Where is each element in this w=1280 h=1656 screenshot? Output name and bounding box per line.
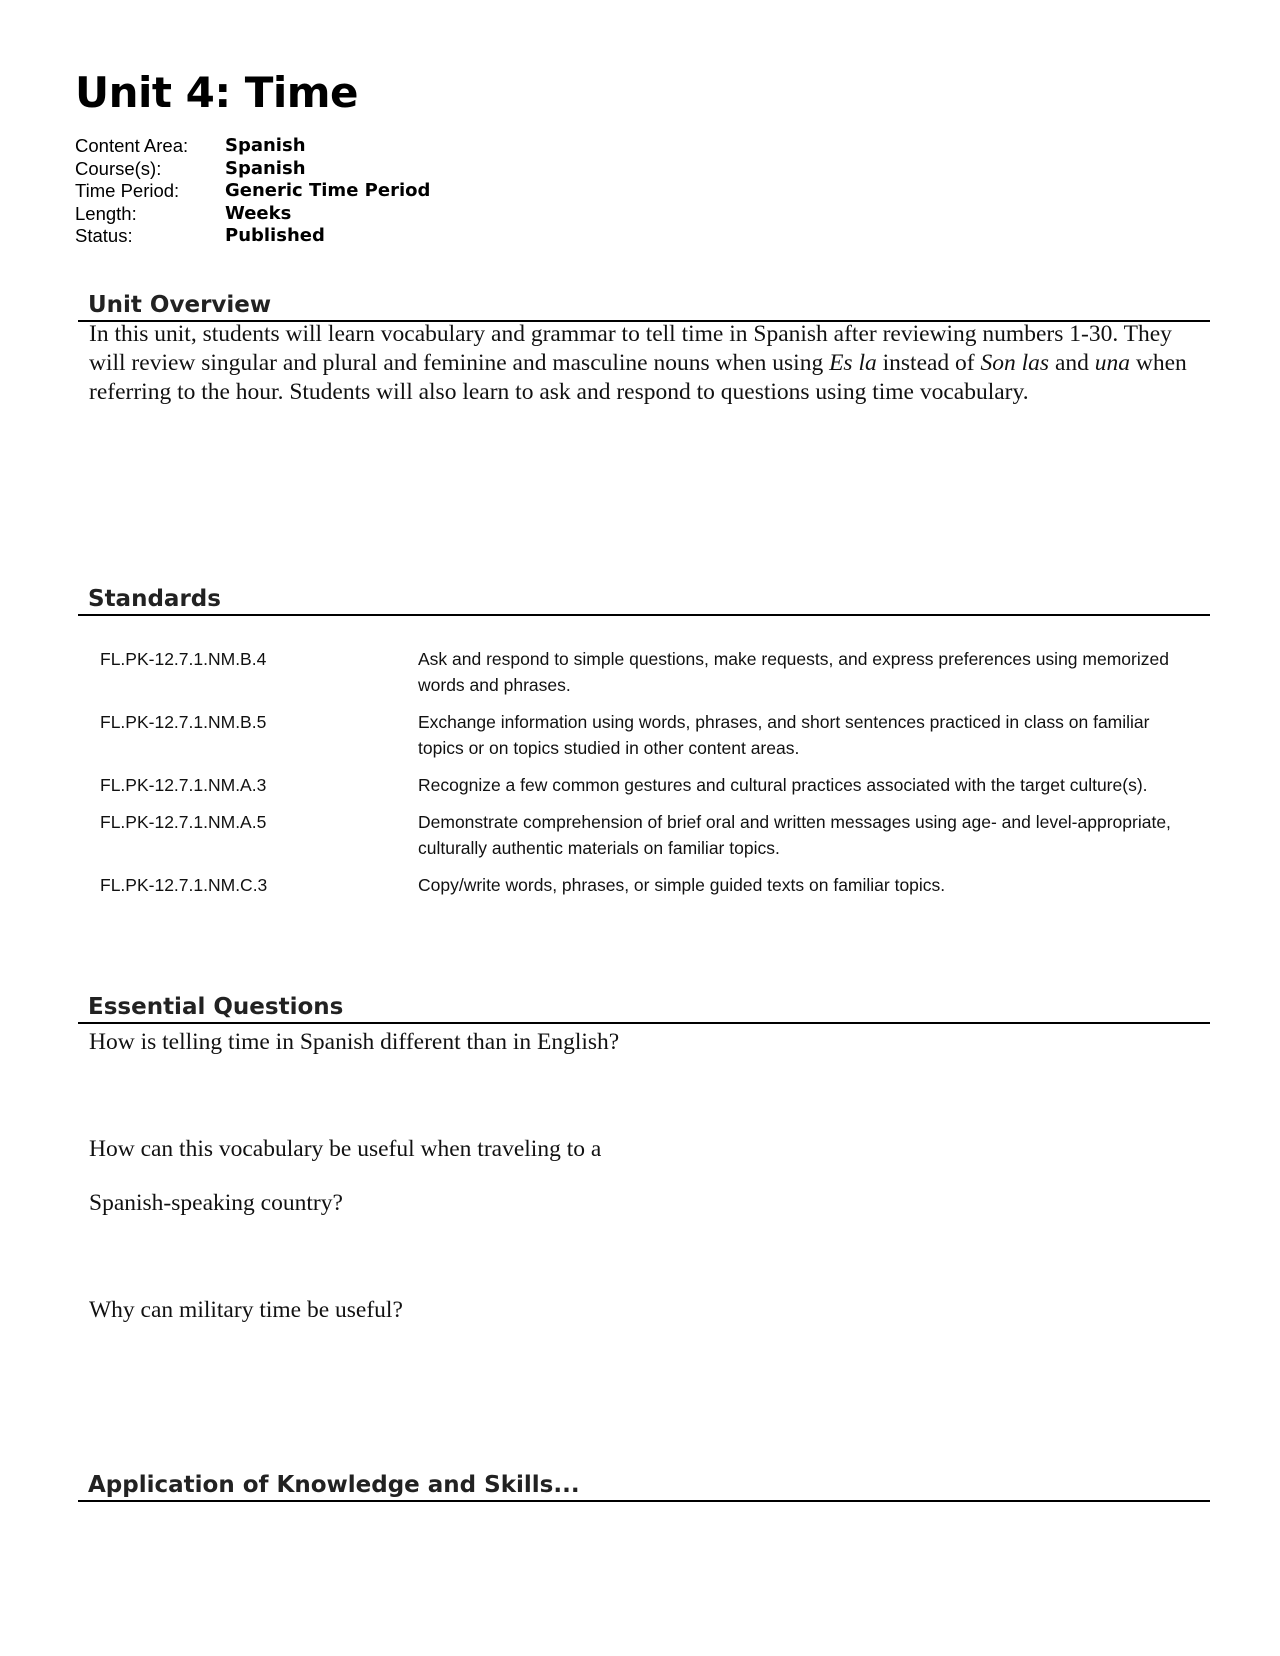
meta-row-courses	[75, 158, 430, 181]
overview-text-part: In this unit, students will learn vocabulary and grammar to tell time in Spanish after reviewing numbers 1-30. They will review singular and plural and feminine and masculine nouns when using	[89, 321, 1172, 376]
meta-value: Spanish	[225, 135, 306, 156]
essential-question-1: How is telling time in Spanish different than in English?	[89, 1029, 620, 1055]
meta-value: Spanish	[225, 157, 306, 179]
section-title: Standards	[88, 586, 221, 613]
standard-description: Exchange information using words, phrases, and short sentences practiced in class on familiar topics or on topics studied in other content areas.	[418, 712, 1150, 758]
meta-row-time-period	[75, 180, 430, 203]
standard-description: Ask and respond to simple questions, make requests, and express preferences using memorized words and phrases.	[418, 649, 1169, 695]
standard-description: Demonstrate comprehension of brief oral and written messages using age- and level-appropriate, culturally authentic materials on familiar topics.	[418, 812, 1171, 858]
essential-question-2-line-1: How can this vocabulary be useful when traveling to a	[89, 1136, 602, 1162]
overview-text-part: and	[1049, 350, 1095, 376]
unit-overview-text	[89, 320, 1214, 407]
section-header-essential-questions	[78, 992, 1210, 1024]
standard-code: FL.PK-12.7.1.NM.C.3	[100, 875, 268, 895]
standard-code: FL.PK-12.7.1.NM.B.4	[100, 649, 267, 669]
meta-row-status	[75, 225, 430, 248]
standard-row	[100, 646, 1200, 698]
standard-description: Copy/write words, phrases, or simple guided texts on familiar topics.	[418, 875, 946, 895]
section-title: Application of Knowledge and Skills...	[88, 1472, 580, 1499]
unit-meta-table	[75, 135, 430, 248]
section-title: Essential Questions	[88, 994, 344, 1021]
meta-value: Generic Time Period	[225, 180, 431, 201]
page-title: Unit 4: Time	[75, 68, 359, 117]
standard-code: FL.PK-12.7.1.NM.A.5	[100, 812, 267, 832]
overview-emphasis: Son las	[980, 350, 1050, 376]
standard-code: FL.PK-12.7.1.NM.B.5	[100, 712, 267, 732]
section-header-standards	[78, 584, 1210, 616]
section-header-application	[78, 1470, 1210, 1502]
standards-list	[100, 646, 1200, 909]
overview-emphasis: una	[1094, 350, 1130, 376]
essential-question-3: Why can military time be useful?	[89, 1297, 403, 1323]
meta-label: Time Period:	[75, 180, 180, 201]
overview-text-part: instead of	[876, 350, 981, 376]
meta-row-length	[75, 203, 430, 226]
standard-code: FL.PK-12.7.1.NM.A.3	[100, 775, 267, 795]
meta-label: Length:	[75, 202, 137, 224]
meta-value: Weeks	[225, 202, 292, 224]
standard-row	[100, 809, 1200, 861]
meta-label: Course(s):	[75, 157, 162, 179]
meta-label: Status:	[75, 225, 133, 246]
overview-text-part: when referring to the hour. Students will also learn to ask and respond to questions using time vocabulary.	[89, 350, 1187, 405]
essential-question-2-line-2: Spanish-speaking country?	[89, 1190, 343, 1216]
overview-emphasis: Es la	[829, 350, 877, 376]
meta-label: Content Area:	[75, 135, 189, 156]
meta-value: Published	[225, 225, 325, 246]
section-title: Unit Overview	[88, 292, 272, 319]
standard-row	[100, 772, 1200, 798]
standard-row	[100, 872, 1200, 898]
standard-row	[100, 709, 1200, 761]
standard-description: Recognize a few common gestures and cultural practices associated with the target culture(s).	[418, 775, 1148, 795]
section-header-unit-overview	[78, 290, 1210, 322]
meta-row-content-area	[75, 135, 430, 158]
